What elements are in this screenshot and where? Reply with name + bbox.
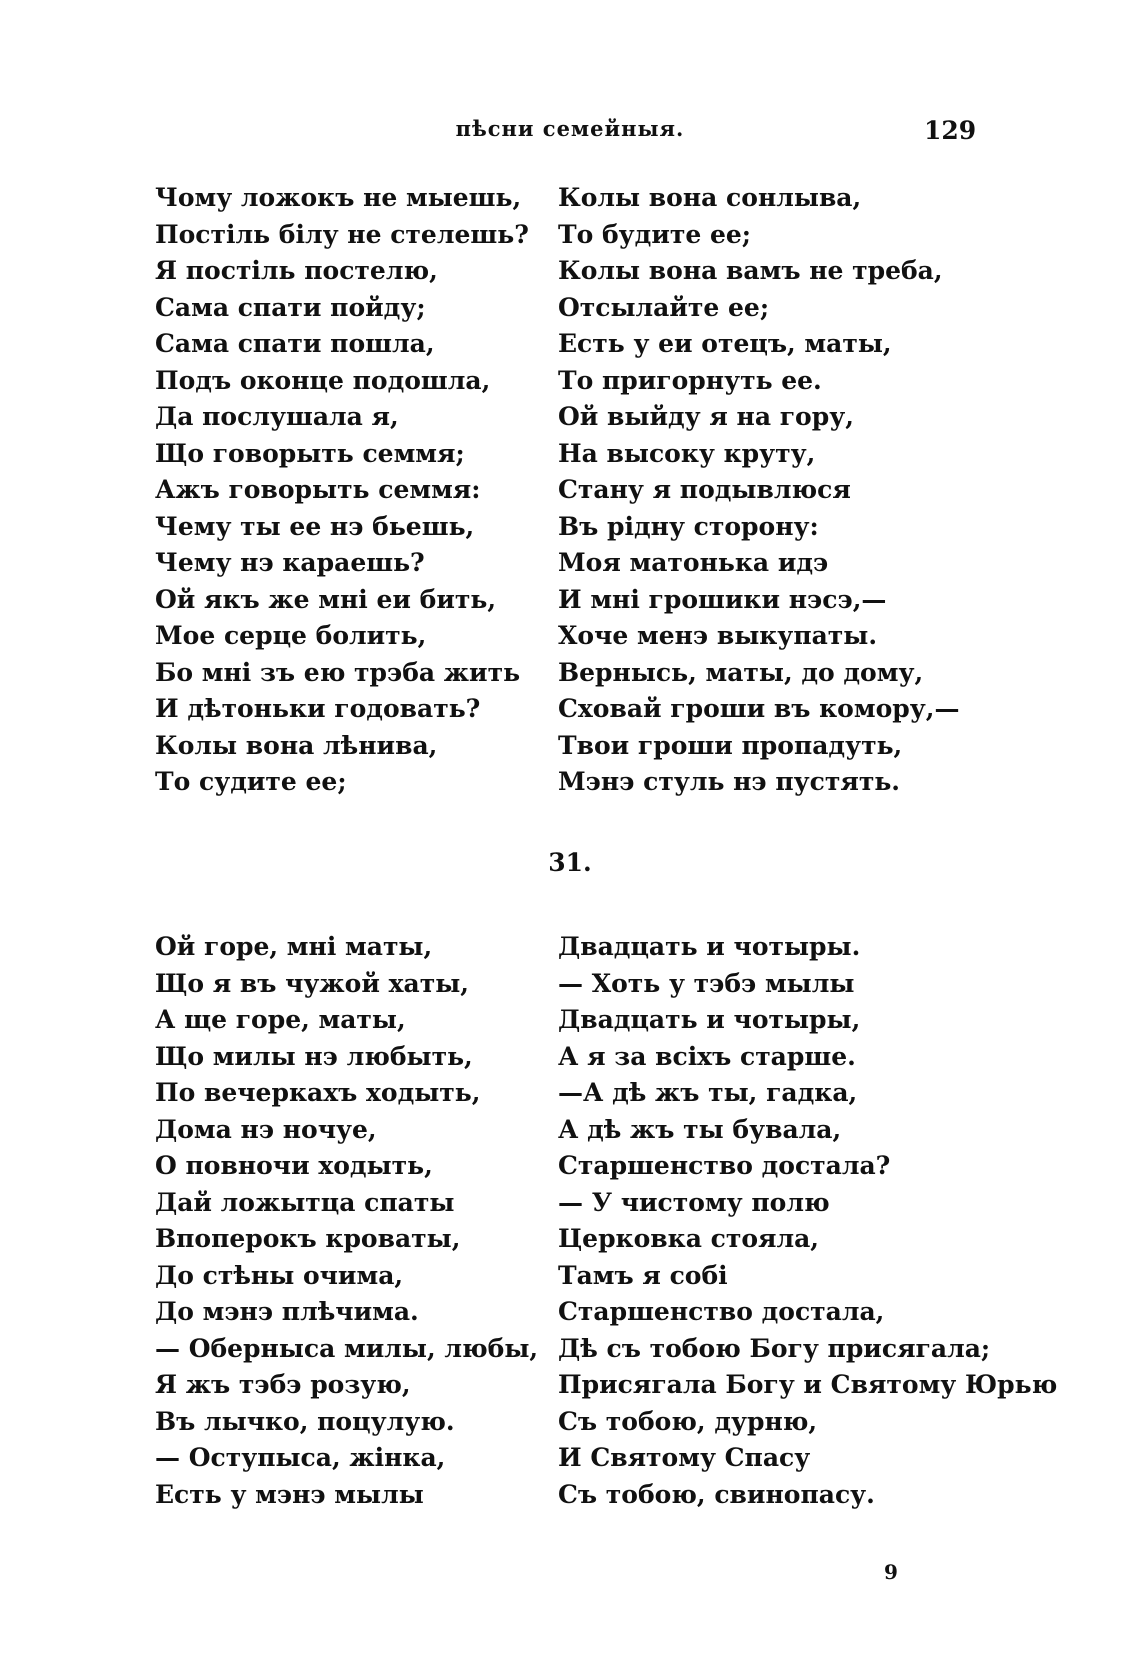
- page-number: 129: [924, 116, 977, 145]
- verse-line: Церковка стояла,: [558, 1224, 819, 1253]
- verse-line: Ой горе, мні маты,: [155, 932, 433, 961]
- verse-line: На высоку круту,: [558, 438, 816, 468]
- verse-line: И мні грошики нэсэ,—: [558, 584, 887, 614]
- verse-line: Дай ложытца спаты: [155, 1187, 455, 1217]
- verse-line: До стѣны очима,: [155, 1260, 404, 1290]
- verse-line: Колы вона вамъ не треба,: [558, 256, 943, 285]
- verse-line: Присягала Богу и Святому Юрью: [558, 1370, 1058, 1399]
- verse-line: Я постіль постелю,: [155, 256, 438, 285]
- verse-line: — Обернысa милы, любы,: [155, 1333, 539, 1363]
- verse-line: Мое серце болить,: [155, 621, 427, 650]
- verse-line: Съ тобою, дурню,: [558, 1406, 818, 1436]
- verse-line: Впоперокъ кроваты,: [155, 1224, 461, 1253]
- verse-line: Двадцать и чотыры,: [558, 1005, 861, 1034]
- verse-line: — Оступыса, жінка,: [155, 1443, 446, 1472]
- verse-line: Постіль білу не стелешь?: [155, 219, 529, 249]
- verse-line: Сховай гроши въ комору,—: [558, 694, 960, 723]
- verse-line: Сама спати пойду;: [155, 292, 426, 322]
- verse-line: Да послушала я,: [155, 402, 399, 431]
- verse-line: А ще горе, маты,: [155, 1005, 406, 1034]
- verse-line: Ой выйду я на гору,: [558, 402, 854, 431]
- verse-line: А дѣ жъ ты бувала,: [558, 1114, 842, 1144]
- verse-line: Бо мні зъ ею трэба жить: [155, 657, 521, 687]
- verse-line: Я жъ тэбэ розую,: [155, 1370, 411, 1399]
- verse-line: То будите ее;: [558, 219, 752, 249]
- verse-line: — У чистому полю: [558, 1187, 830, 1217]
- verse-line: Чому ложокъ не мыешь,: [155, 183, 522, 212]
- verse-line: Старшенство достала?: [558, 1151, 891, 1180]
- verse-line: Стану я подывлюся: [558, 475, 851, 504]
- verse-line: Дома нэ ночуе,: [155, 1114, 377, 1144]
- verse-line: Сама спати пошла,: [155, 329, 435, 358]
- verse-line: Вернысь, маты, до дому,: [558, 657, 924, 687]
- verse-line: Моя матонька идэ: [558, 548, 829, 577]
- verse-line: Ажъ говорыть семмя:: [155, 475, 481, 504]
- verse-line: А я за всіхъ старше.: [558, 1041, 856, 1071]
- verse-line: И Святому Спасу: [558, 1443, 811, 1472]
- verse-line: Колы вона сонлыва,: [558, 183, 862, 212]
- verse-line: Отсылайте ее;: [558, 292, 770, 322]
- verse-line: Подъ оконце подошла,: [155, 365, 491, 395]
- verse-line: Въ лычко, поцулую.: [155, 1406, 455, 1436]
- running-header-title: пѣсни семейныя.: [455, 116, 685, 141]
- verse-line: Чему ты ее нэ бьешь,: [155, 511, 475, 541]
- song-31-right-column: [558, 929, 1057, 1513]
- verse-line: Есть у еи отецъ, маты,: [558, 329, 892, 358]
- verse-line: То судите ее;: [155, 767, 347, 796]
- song-continued-left-column: [155, 180, 529, 801]
- song-31-left-column: [155, 929, 538, 1513]
- verse-line: Що говорыть семмя;: [155, 438, 465, 468]
- signature-mark: 9: [884, 1560, 898, 1584]
- verse-line: Ой якъ же мні еи бить,: [155, 584, 497, 614]
- verse-line: Твои гроши пропадуть,: [558, 730, 903, 760]
- verse-line: Съ тобою, свинопасу.: [558, 1479, 875, 1509]
- verse-line: До мэнэ плѣчима.: [155, 1297, 419, 1326]
- verse-line: Въ рідну сторону:: [558, 511, 819, 541]
- verse-line: Що милы нэ любыть,: [155, 1041, 473, 1071]
- verse-line: Двадцать и чотыры.: [558, 932, 861, 961]
- verse-line: Мэнэ стуль нэ пустять.: [558, 767, 901, 796]
- verse-line: — Хоть у тэбэ мылы: [558, 968, 855, 998]
- verse-line: Есть у мэнэ мылы: [155, 1479, 424, 1509]
- verse-line: Чему нэ караешь?: [155, 548, 425, 577]
- verse-line: Старшенство достала,: [558, 1297, 885, 1326]
- verse-line: Колы вона лѣнива,: [155, 730, 438, 760]
- verse-line: То пригорнуть ее.: [558, 365, 822, 395]
- verse-line: По вечеркахъ ходыть,: [155, 1078, 481, 1107]
- verse-line: Дѣ съ тобою Богу присягала;: [558, 1333, 991, 1363]
- verse-line: Тамъ я собі: [558, 1260, 728, 1290]
- verse-line: Що я въ чужой хаты,: [155, 968, 469, 998]
- verse-line: И дѣтоньки годовать?: [155, 694, 481, 723]
- verse-line: Хоче менэ выкупаты.: [558, 621, 878, 650]
- verse-line: —А дѣ жъ ты, гадка,: [558, 1078, 858, 1107]
- song-number: 31.: [548, 848, 592, 877]
- song-continued-right-column: [558, 180, 959, 801]
- verse-line: О повночи ходыть,: [155, 1151, 433, 1180]
